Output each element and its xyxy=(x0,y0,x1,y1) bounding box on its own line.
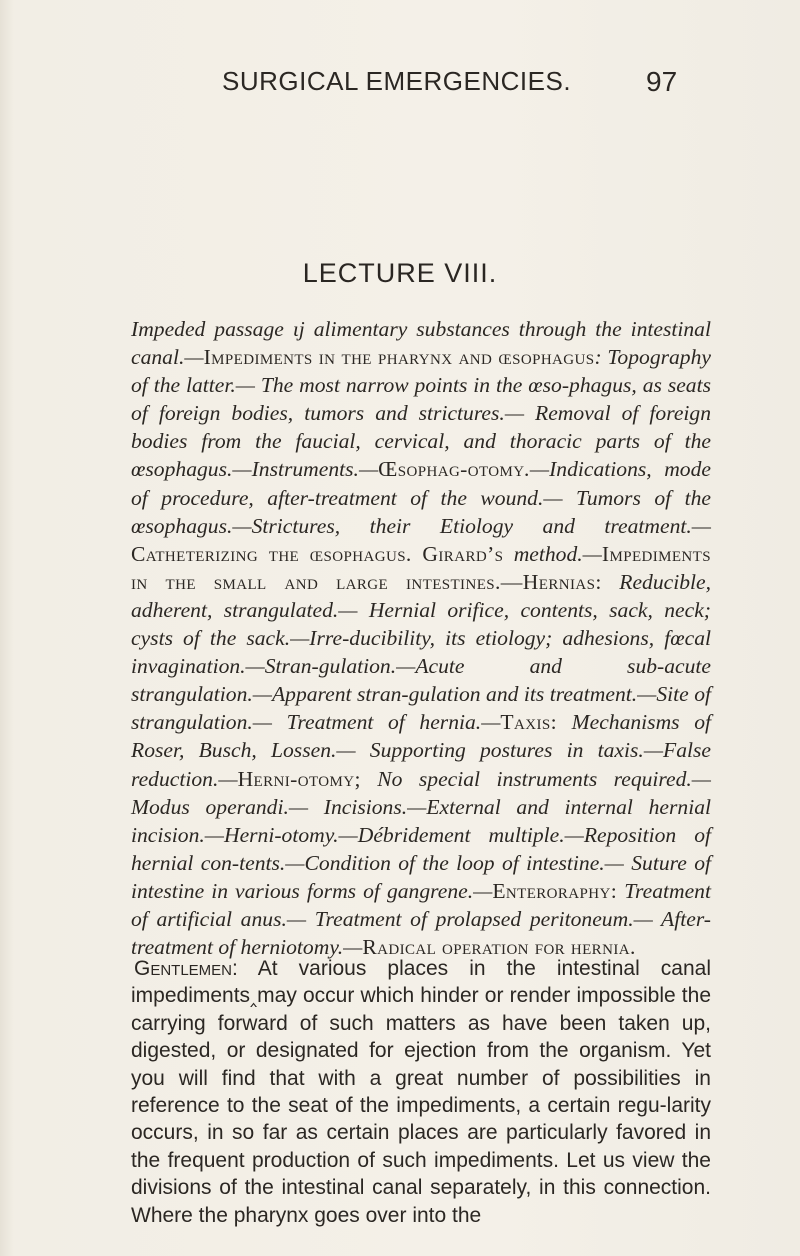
synopsis-part: Impediments in the pharynx and œsophagus xyxy=(203,345,595,370)
running-title: SURGICAL EMERGENCIES. xyxy=(222,66,572,96)
synopsis-part: Mechanisms of Roser, Busch, Lossen.— Supporting postures in taxis.—False reduction.— xyxy=(131,710,711,791)
page-number: 97 xyxy=(646,66,678,97)
synopsis-part: Œsophag-otomy xyxy=(378,457,525,482)
body-text: At various places in the intestinal canal impediments‸may occur which hinder or render impossible the carrying forward of such matters as have been taken up, digested, or designated for ejection from the organism. Yet you will find that with a great number of possibilities in reference to the seat of the impediments, a certain regu-larity occurs, in so far as certain places are particularly favored in the frequent production of such impediments. Let us view the divisions of the intestinal canal separately, in this connection. Where the pharynx goes over into the xyxy=(131,957,711,1227)
synopsis-part: ɩj xyxy=(292,317,305,341)
synopsis-part: No special instruments required.—Modus operandi.— Incisions.—External and internal hernial incision.—Herni-otomy.—Débridement multiple.—Reposition of hernial con-tents.—Condition of the loop of intestine.— Suture of intestine in various forms of gangrene.— xyxy=(131,766,711,903)
synopsis-part: method.— xyxy=(503,541,602,566)
synopsis-part: Catheterizing the œsophagus. Girard’s xyxy=(131,541,504,566)
synopsis-part: : Topography of the latter.— The most narrow points in the œso-phagus, as seats of foreign bodies, tumors and strictures.— Removal of foreign bodies from the faucial, cervical, and thoracic parts of the œsophagus.—Instruments.— xyxy=(131,345,711,482)
synopsis-part: .—Indications, mode of procedure, after-treatment of the wound.— Tumors of the œsophagus.—Strictures, their Etiology and treatment.— xyxy=(131,457,711,538)
synopsis-part: Reducible, adherent, strangulated.— Hernial orifice, contents, sack, neck; cysts of the sack.—Irre-ducibility, its etiology; adhesions, fœcal invagination.—Stran-gulation.—Acute and sub-acute strangulation.—Apparent stran-gulation and its treatment.—Site of strangulation.— Treatment of hernia.— xyxy=(131,569,711,735)
synopsis-part: Impediments in the small and large intestines.—Hernias: xyxy=(131,541,711,594)
synopsis-part: Taxis: xyxy=(500,710,557,735)
salutation: Gentlemen: xyxy=(134,957,238,980)
body-paragraph xyxy=(131,955,711,1229)
running-head xyxy=(0,66,800,106)
synopsis-part: Enteroraphy: xyxy=(492,878,618,903)
synopsis-part: Treatment of artificial anus.— Treatment of prolapsed peritoneum.— After-treatment of herniotomy.— xyxy=(131,878,711,960)
synopsis-part: Impeded passage xyxy=(131,317,293,341)
lecture-synopsis xyxy=(131,315,711,961)
synopsis-part: Herni-otomy; xyxy=(237,766,361,791)
lecture-title: LECTURE VIII. xyxy=(302,258,498,288)
synopsis-part: Radical operation for hernia. xyxy=(362,935,636,960)
synopsis-part: alimentary substances through the intestinal canal.— xyxy=(131,317,711,370)
